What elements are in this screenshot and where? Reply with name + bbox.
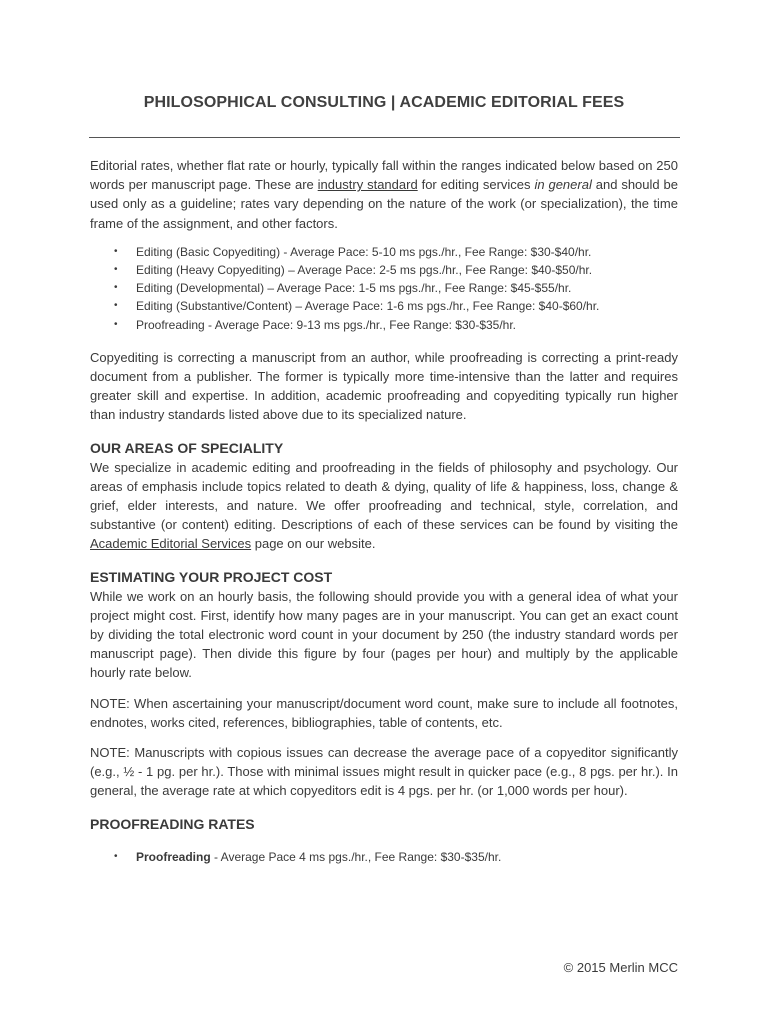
note-pace: NOTE: Manuscripts with copious issues can decrease the average pace of a copyeditor significantly (e.g., ½ - 1 pg. per hr.). Those with minimal issues might result in quicker pace (e.g., 8 pgs. per hr.). In general, the average rate at which copyeditors edit is 4 pgs. per hr. (or 1,000 words per hour). <box>90 745 678 799</box>
rate-item-text: Editing (Developmental) – Average Pace: 1-5 ms pgs./hr., Fee Range: $45-$55/hr. <box>136 281 572 296</box>
rate-item-text: Proofreading - Average Pace: 9-13 ms pgs./hr., Fee Range: $30-$35/hr. <box>136 317 517 332</box>
industry-standard-link[interactable]: industry standard <box>317 177 418 193</box>
speciality-heading: OUR AREAS OF SPECIALITY <box>90 439 284 456</box>
bullet-icon: • <box>114 300 118 312</box>
list-item <box>90 316 678 334</box>
bullet-icon: • <box>114 318 118 330</box>
list-item <box>90 297 678 315</box>
speciality-paragraph <box>90 458 678 554</box>
proofreading-list <box>90 848 678 866</box>
list-item <box>90 261 678 279</box>
intro-text-3: and should be used only as a guideline; rates vary depending on the nature of the work (or specialization), the time frame of the assignment, and other factors. <box>90 177 678 231</box>
rate-item-text: Editing (Basic Copyediting) - Average Pace: 5-10 ms pgs./hr., Fee Range: $30-$40/hr. <box>136 244 592 259</box>
intro-paragraph <box>90 156 678 233</box>
copyediting-paragraph: Copyediting is correcting a manuscript from an author, while proofreading is correcting a print-ready document from a publisher. The former is typically more time-intensive than the latter and requires greater skill and expertise. In addition, academic proofreading and copyediting typically run higher than industry standards listed above due to its specialized nature. <box>90 349 678 423</box>
speciality-text-2: page on our website. <box>251 536 376 552</box>
bullet-icon: • <box>114 850 118 862</box>
speciality-text-1: We specialize in academic editing and proofreading in the fields of philosophy and psychology. Our areas of emphasis include topics related to death & dying, quality of life & happiness, loss, change & grief, elder interests, and nature. We offer proofreading and technical, style, correlation, and substantive (or content) editing. Descriptions of each of these services can be found by visiting the <box>90 459 678 533</box>
proofreading-label: Proofreading <box>136 849 211 864</box>
estimating-paragraph: While we work on an hourly basis, the following should provide you with a general idea of what your project might cost. First, identify how many pages are in your manuscript. You can get an exact count by dividing the total electronic word count in your document by 250 (the industry standard words per manuscript page). Then divide this figure by four (pages per hour) and multiply by the applicable hourly rate below. <box>90 588 678 681</box>
academic-editorial-services-link[interactable]: Academic Editorial Services <box>90 536 252 552</box>
bullet-icon: • <box>114 264 118 276</box>
note-word-count: NOTE: When ascertaining your manuscript/document word count, make sure to include all footnotes, endnotes, works cited, references, bibliographies, table of contents, etc. <box>90 695 678 730</box>
intro-italic: in general <box>534 177 592 193</box>
copyright-footer: © 2015 Merlin MCC <box>563 960 678 975</box>
title-divider <box>89 137 680 138</box>
rates-list <box>90 243 678 334</box>
proofreading-heading: PROOFREADING RATES <box>90 815 255 832</box>
rate-item-text: Editing (Substantive/Content) – Average Pace: 1-6 ms pgs./hr., Fee Range: $40-$60/hr. <box>136 299 600 314</box>
list-item <box>90 243 678 261</box>
estimating-heading: ESTIMATING YOUR PROJECT COST <box>90 568 333 585</box>
list-item <box>90 848 678 866</box>
rate-item-text: Editing (Heavy Copyediting) – Average Pace: 2-5 ms pgs./hr., Fee Range: $40-$50/hr. <box>136 263 593 278</box>
intro-text-1: Editorial rates, whether flat rate or hourly, typically fall within the ranges indicated below based on 250 words per manuscript page. These are <box>90 158 678 193</box>
document-body <box>90 156 678 866</box>
bullet-icon: • <box>114 282 118 294</box>
page-title: PHILOSOPHICAL CONSULTING | ACADEMIC EDITORIAL FEES <box>143 94 625 111</box>
list-item <box>90 279 678 297</box>
bullet-icon: • <box>114 245 118 257</box>
intro-text-2: for editing services <box>417 177 535 193</box>
proofreading-rate-text: - Average Pace 4 ms pgs./hr., Fee Range: $30-$35/hr. <box>210 849 502 864</box>
